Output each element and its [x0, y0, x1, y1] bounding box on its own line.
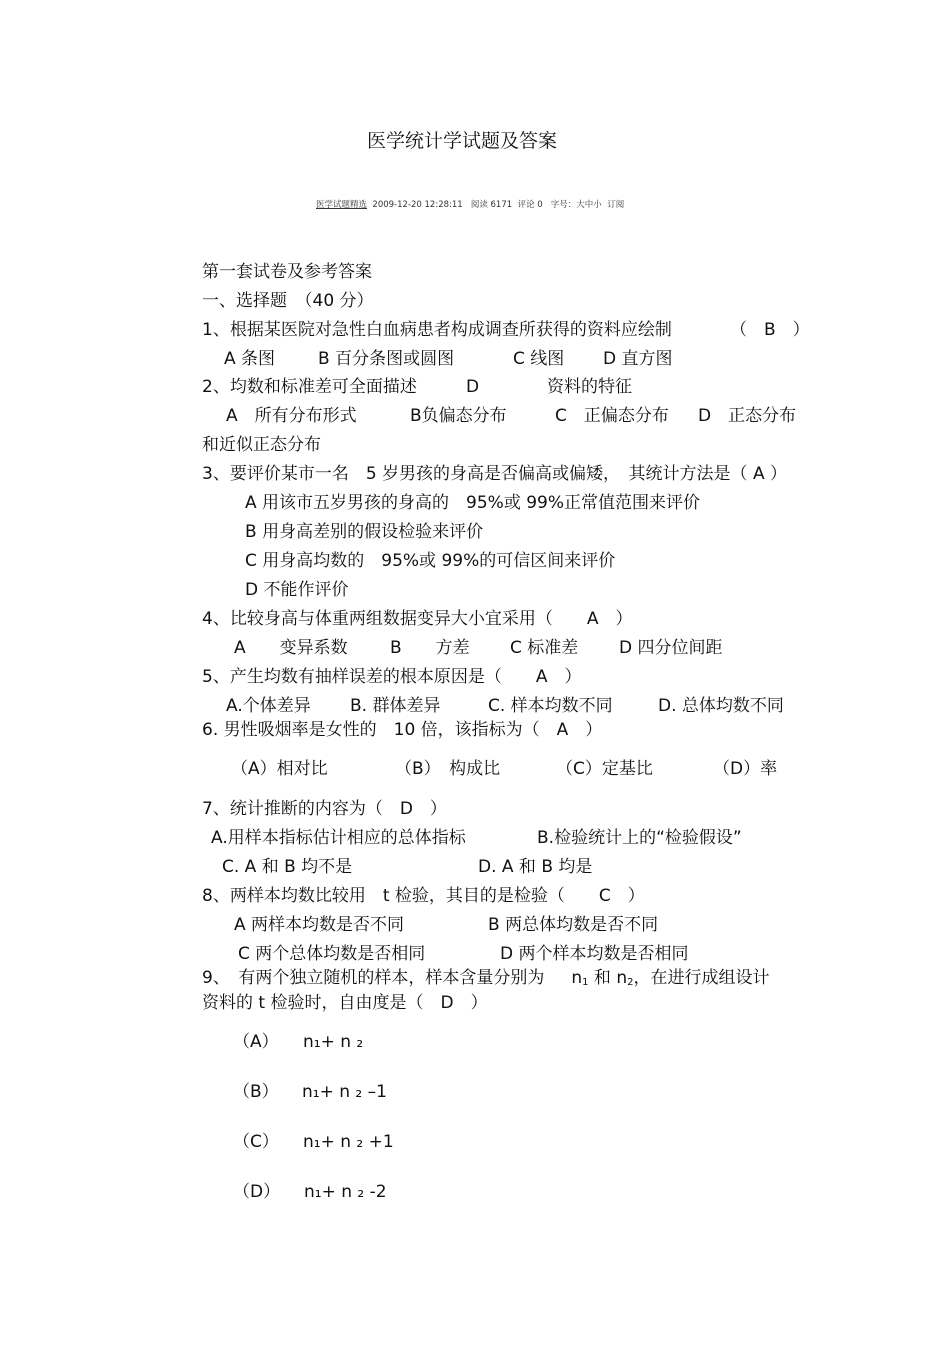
- page-title: 医学统计学试题及答案: [367, 130, 558, 152]
- q9-n2: n: [616, 968, 628, 988]
- q9-and: 和: [593, 968, 611, 988]
- q7-option-b: B.检验统计上的“检验假设”: [537, 828, 742, 848]
- subscribe-link[interactable]: 订阅: [607, 200, 625, 210]
- q2-option-a: A 所有分布形式: [226, 406, 357, 426]
- source-link[interactable]: 医学试题精选: [316, 200, 368, 210]
- q2-option-d-cont: 和近似正态分布: [202, 435, 321, 455]
- q9-n2-sub: 2: [627, 977, 634, 988]
- q6-option-a: （A）相对比: [231, 759, 328, 779]
- q3-option-b: B 用身高差别的假设检验来评价: [245, 522, 484, 542]
- q4-option-d: D 四分位间距: [619, 638, 723, 658]
- q2-stem-tail: 资料的特征: [547, 377, 632, 397]
- q9-n1-sub: 1: [582, 977, 589, 988]
- section-heading: 第一套试卷及参考答案: [202, 262, 372, 282]
- q2-stem: 2、均数和标准差可全面描述: [202, 377, 417, 397]
- q9-stem-tail: ，在进行成组设计: [633, 968, 770, 988]
- q7-option-c: C. A 和 B 均不是: [222, 857, 353, 877]
- part-heading: 一、选择题 （40 分）: [202, 291, 374, 311]
- q1-option-c: C 线图: [513, 349, 565, 369]
- q1-option-b: B 百分条图或圆图: [318, 349, 455, 369]
- q4-option-c: C 标准差: [510, 638, 579, 658]
- comment-count: 评论 0: [517, 200, 543, 210]
- read-count: 阅读 6171: [470, 200, 513, 210]
- q3-option-d: D 不能作评价: [245, 580, 349, 600]
- q9-option-d-label: （D）: [233, 1182, 281, 1202]
- q8-option-d: D 两个样本均数是否相同: [500, 944, 689, 964]
- q7-option-d: D. A 和 B 均是: [478, 857, 593, 877]
- q5-option-b: B. 群体差异: [350, 696, 441, 716]
- q9-option-c-label: （C）: [233, 1132, 279, 1152]
- q4-option-a: A 变异系数: [234, 638, 348, 658]
- q8-stem: 8、两样本均数比较用 t 检验，其目的是检验（ C ）: [202, 886, 645, 906]
- q2-answer: D: [466, 377, 480, 397]
- q9-option-a-expr: n₁+ n ₂: [303, 1032, 364, 1052]
- q5-stem: 5、产生均数有抽样误差的根本原因是（ A ）: [202, 667, 582, 687]
- meta-line: [316, 195, 624, 215]
- q6-option-c: （C）定基比: [556, 759, 653, 779]
- q2-option-d: D 正态分布: [698, 406, 797, 426]
- q3-stem: 3、要评价某市一名 5 岁男孩的身高是否偏高或偏矮， 其统计方法是（ A ）: [202, 464, 787, 484]
- q7-option-a: A.用样本指标估计相应的总体指标: [211, 828, 466, 848]
- q9-option-d-expr: n₁+ n ₂ -2: [304, 1182, 387, 1202]
- q9-stem-line1: [202, 968, 769, 993]
- q5-option-a: A.个体差异: [226, 696, 311, 716]
- q9-option-b-label: （B）: [233, 1082, 279, 1102]
- q2-option-b: B负偏态分布: [410, 406, 507, 426]
- q6-option-d: （D）率: [713, 759, 778, 779]
- q5-option-c: C. 样本均数不同: [488, 696, 613, 716]
- q9-option-c-expr: n₁+ n ₂ +1: [303, 1132, 394, 1152]
- q9-stem-start: 9、 有两个独立随机的样本，样本含量分别为: [202, 968, 545, 988]
- q3-option-a: A 用该市五岁男孩的身高的 95%或 99%正常值范围来评价: [245, 493, 701, 513]
- q7-stem: 7、统计推断的内容为（ D ）: [202, 799, 447, 819]
- q1-answer: （ B ）: [730, 320, 810, 340]
- font-size-control[interactable]: 字号：大中小: [550, 200, 602, 210]
- datetime: 2009-12-20 12:28:11: [372, 200, 463, 210]
- q8-option-c: C 两个总体均数是否相同: [238, 944, 426, 964]
- q2-option-c: C 正偏态分布: [555, 406, 669, 426]
- q8-option-b: B 两总体均数是否不同: [488, 915, 659, 935]
- q9-option-a-label: （A）: [233, 1032, 279, 1052]
- q4-stem: 4、比较身高与体重两组数据变异大小宜采用（ A ）: [202, 609, 633, 629]
- q6-stem: 6. 男性吸烟率是女性的 10 倍，该指标为（ A ）: [202, 720, 603, 740]
- q1-option-d: D 直方图: [603, 349, 673, 369]
- q3-option-c: C 用身高均数的 95%或 99%的可信区间来评价: [245, 551, 616, 571]
- q9-stem-line2: 资料的 t 检验时，自由度是（ D ）: [202, 993, 488, 1013]
- q4-option-b: B 方差: [390, 638, 470, 658]
- q8-option-a: A 两样本均数是否不同: [234, 915, 405, 935]
- q9-option-b-expr: n₁+ n ₂ –1: [302, 1082, 387, 1102]
- q5-option-d: D. 总体均数不同: [658, 696, 784, 716]
- q9-n1: n: [571, 968, 583, 988]
- q1-stem: 1、根据某医院对急性白血病患者构成调查所获得的资料应绘制: [202, 320, 672, 340]
- q6-option-b: （B） 构成比: [395, 759, 501, 779]
- q1-option-a: A 条图: [224, 349, 276, 369]
